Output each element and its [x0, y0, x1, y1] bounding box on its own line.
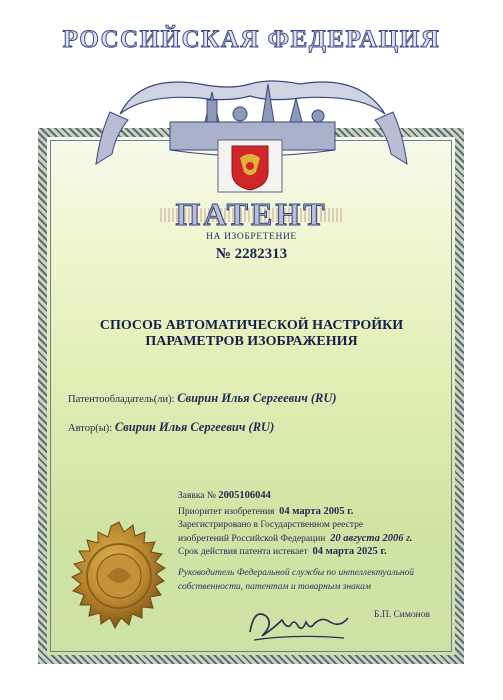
- patent-title: ПАТЕНТ: [175, 196, 328, 232]
- holder-label: Патентообладатель(ли):: [68, 394, 175, 405]
- official-position: [178, 566, 468, 594]
- country-heading: РОССИЙСКАЯ ФЕДЕРАЦИЯ: [62, 26, 441, 53]
- invention-title-line1: СПОСОБ АВТОМАТИЧЕСКОЙ НАСТРОЙКИ: [99, 318, 404, 333]
- holder-value: Свирин Илья Сергеевич (RU): [177, 391, 337, 405]
- expiry-label: Срок действия патента истекает: [178, 547, 308, 557]
- expiry-row: [178, 546, 387, 557]
- priority-label: Приоритет изобретения: [178, 507, 275, 517]
- gold-seal: [60, 520, 178, 638]
- signature-image: [244, 598, 354, 648]
- registered-date: 20 августа 2006 г.: [330, 533, 413, 544]
- official-name: Б.П. Симонов: [374, 610, 430, 620]
- position-line1: Руководитель Федеральной службы по интеллектуальной: [178, 568, 415, 578]
- author-label: Автор(ы):: [68, 423, 113, 434]
- application-label: Заявка №: [178, 491, 216, 501]
- priority-row: [178, 506, 353, 517]
- priority-date: 04 марта 2005 г.: [279, 506, 354, 517]
- application-row: [178, 490, 271, 501]
- kremlin-emblem: [0, 54, 503, 194]
- application-number: 2005106044: [218, 490, 271, 501]
- patent-kind: НА ИЗОБРЕТЕНИЕ: [206, 232, 297, 242]
- invention-title: [60, 318, 443, 350]
- patent-author: [68, 420, 274, 435]
- registered-row: [178, 533, 412, 544]
- position-line2: собственности, патентам и товарным знакам: [178, 582, 371, 592]
- expiry-date: 04 марта 2025 г.: [312, 546, 387, 557]
- patent-number: № 2282313: [215, 246, 288, 262]
- registered-line1: Зарегистрировано в Государственном реестре: [178, 520, 364, 530]
- patent-holder: [68, 391, 337, 406]
- invention-title-line2: ПАРАМЕТРОВ ИЗОБРАЖЕНИЯ: [145, 334, 358, 349]
- registered-line2: изобретений Российской Федерации: [178, 534, 326, 544]
- author-value: Свирин Илья Сергеевич (RU): [114, 420, 275, 434]
